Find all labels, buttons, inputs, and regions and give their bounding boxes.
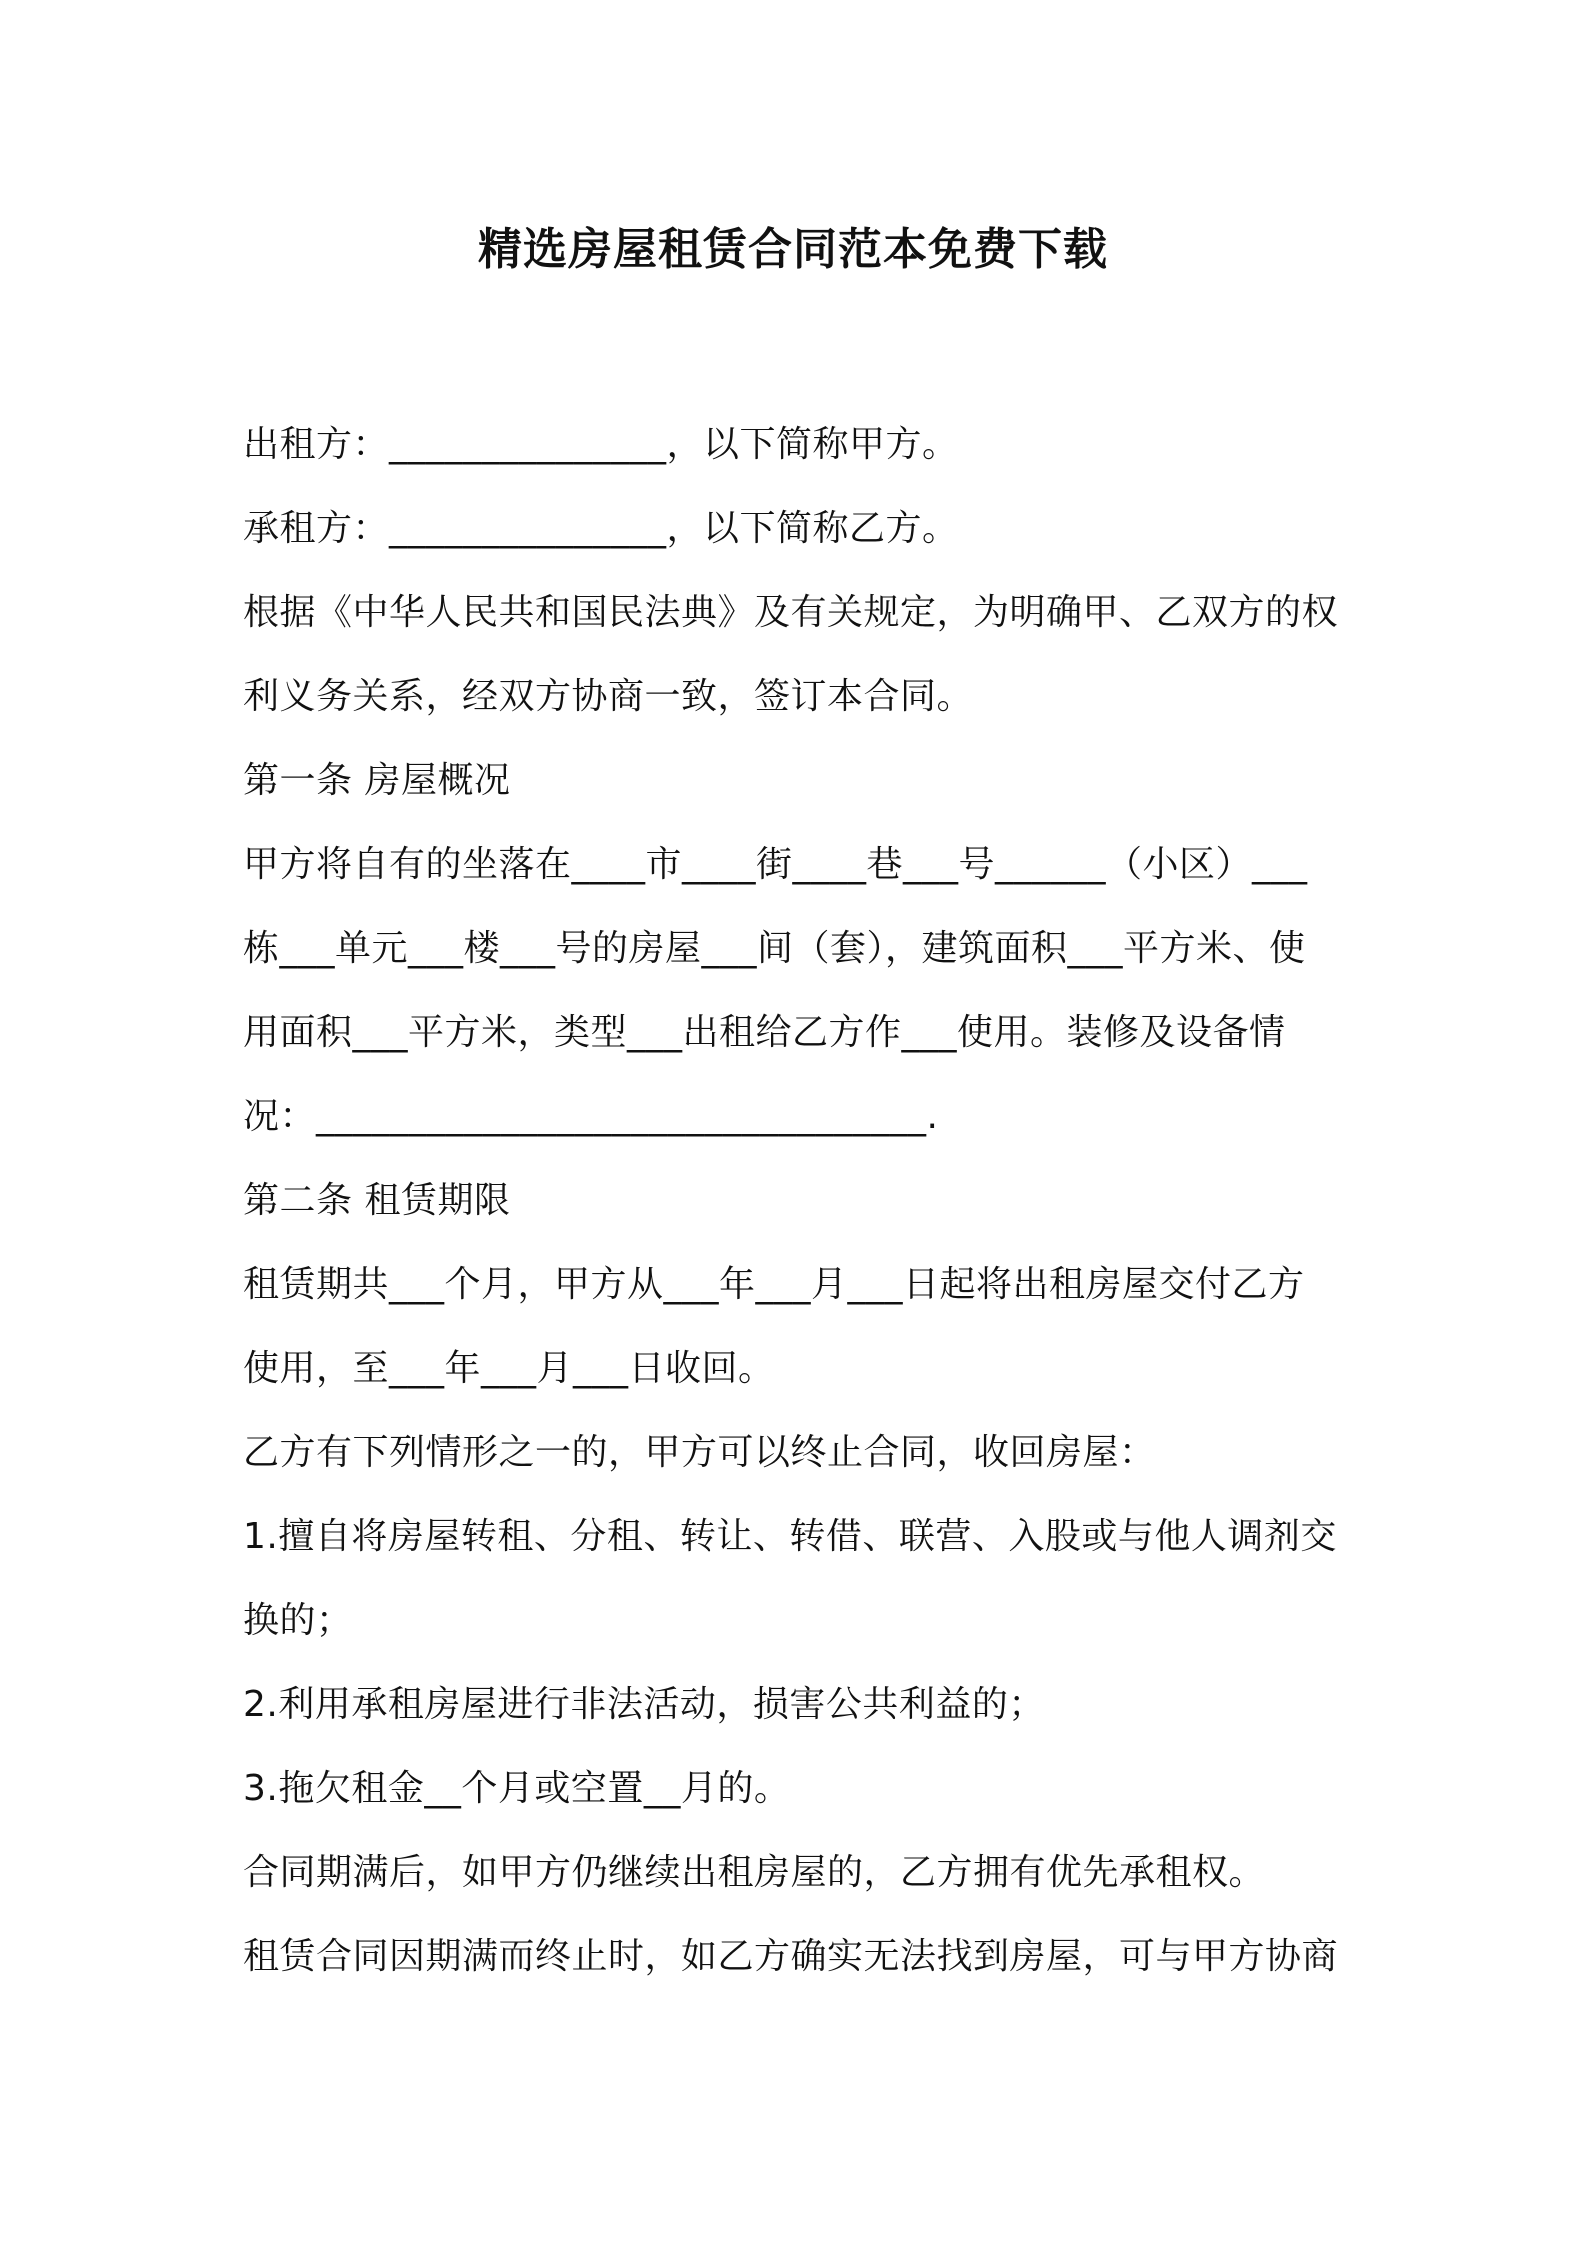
lessor-line: 出租方：_______________，以下简称甲方。 [243, 424, 959, 465]
article-1-line-3: 用面积___平方米，类型___出租给乙方作___使用。装修及设备情 [243, 1012, 1286, 1053]
article-1-line-1: 甲方将自有的坐落在____市____街____巷___号______（小区）___ [243, 844, 1308, 885]
lessee-line: 承租方：_______________，以下简称乙方。 [243, 508, 959, 549]
preamble-line-2: 利义务关系，经双方协商一致，签订本合同。 [243, 676, 974, 717]
article-1-line-2: 栋___单元___楼___号的房屋___间（套），建筑面积___平方米、使 [243, 928, 1306, 969]
renewal-priority-line: 合同期满后，如甲方仍继续出租房屋的，乙方拥有优先承租权。 [243, 1852, 1266, 1893]
article-2-line-2: 使用，至___年___月___日收回。 [243, 1348, 775, 1389]
document-body [243, 403, 1363, 1999]
document-title: 精选房屋租赁合同范本免费下载 [478, 224, 1108, 275]
article-1-line-4: 况：_________________________________. [243, 1096, 939, 1137]
expiry-negotiation-line: 租赁合同因期满而终止时，如乙方确实无法找到房屋，可与甲方协商 [243, 1936, 1339, 1977]
termination-item-2: 2.利用承租房屋进行非法活动，损害公共利益的； [243, 1684, 1045, 1725]
termination-item-1-line-2: 换的； [243, 1600, 353, 1641]
termination-item-3: 3.拖欠租金__个月或空置__月的。 [243, 1768, 791, 1809]
preamble-line-1: 根据《中华人民共和国民法典》及有关规定，为明确甲、乙双方的权 [243, 592, 1339, 633]
article-2-line-1: 租赁期共___个月，甲方从___年___月___日起将出租房屋交付乙方 [243, 1264, 1305, 1305]
termination-intro: 乙方有下列情形之一的，甲方可以终止合同，收回房屋： [243, 1432, 1156, 1473]
termination-item-1-line-1: 1.擅自将房屋转租、分租、转让、转借、联营、入股或与他人调剂交 [243, 1516, 1337, 1557]
article-1-heading: 第一条 房屋概况 [243, 760, 511, 801]
article-2-heading: 第二条 租赁期限 [243, 1180, 511, 1221]
